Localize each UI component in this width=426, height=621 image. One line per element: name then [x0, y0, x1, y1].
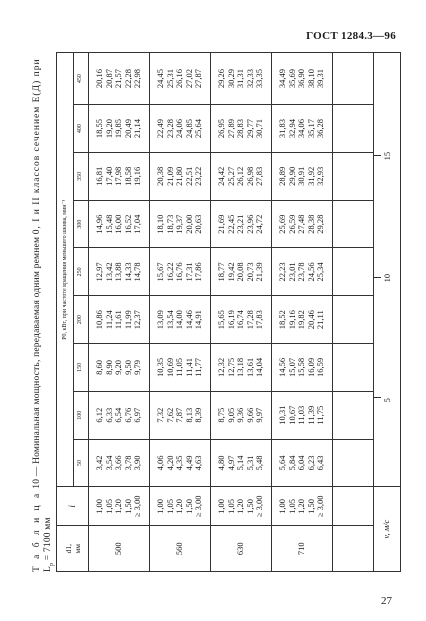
header-i: i	[57, 487, 89, 526]
blank-cell	[333, 53, 374, 105]
speed-header: 400	[74, 105, 89, 153]
d1-value: 560	[150, 526, 211, 572]
blank-cell	[333, 487, 374, 526]
velocity-axis	[374, 53, 401, 487]
table-row	[150, 53, 211, 572]
i-values: 1,00 1,05 1,20 1,50 ≥ 3,00	[150, 487, 211, 526]
page-header: ГОСТ 1284.3—96	[306, 30, 396, 42]
i-values: 1,00 1,05 1,20 1,50 ≥ 3,00	[272, 487, 333, 526]
power-values: 26,95 27,89 28,83 29,77 30,71	[211, 105, 272, 153]
blank-cell	[333, 296, 374, 344]
header-power-group: P0, кВт, при частоте вращения меньшего шкива, мин⁻¹	[57, 53, 74, 487]
caption-lp-symbol: L	[43, 565, 53, 572]
power-values: 6,12 6,33 6,54 6,76 6,97	[89, 391, 150, 439]
speed-header: 150	[74, 344, 89, 392]
power-values: 7,32 7,62 7,87 8,13 8,39	[150, 391, 211, 439]
power-values: 8,60 8,90 9,20 9,50 9,79	[89, 344, 150, 392]
power-values: 14,96 15,48 16,00 16,52 17,04	[89, 200, 150, 248]
i-values: 1,00 1,05 1,20 1,50 ≥ 3,00	[89, 487, 150, 526]
blank-cell	[333, 439, 374, 487]
power-values: 16,81 17,40 17,98 18,58 19,16	[89, 152, 150, 200]
power-values: 22,49 23,28 24,06 24,85 25,64	[150, 105, 211, 153]
caption-number: 10	[32, 478, 42, 489]
blank-cell	[333, 152, 374, 200]
tick-label: 5	[382, 398, 392, 403]
power-values: 22,23 23,01 23,78 24,56 25,34	[272, 248, 333, 296]
power-values: 12,32 12,75 13,18 13,61 14,04	[211, 344, 272, 392]
power-values: 4,80 4,97 5,14 5,31 5,48	[211, 439, 272, 487]
power-values: 10,31 10,67 11,03 11,39 11,75	[272, 391, 333, 439]
d1-value: 630	[211, 526, 272, 572]
blank-cell	[333, 344, 374, 392]
table-row	[272, 53, 333, 572]
speed-header: 450	[74, 53, 89, 105]
power-values: 13,09 13,54 14,00 14,46 14,91	[150, 296, 211, 344]
power-values: 5,64 5,84 6,04 6,23 6,43	[272, 439, 333, 487]
power-values: 18,52 19,16 19,82 20,46 21,11	[272, 296, 333, 344]
power-values: 18,10 18,73 19,37 20,00 20,63	[150, 200, 211, 248]
d1-value: 710	[272, 526, 333, 572]
power-values: 31,83 32,94 34,06 35,17 36,28	[272, 105, 333, 153]
power-values: 12,97 13,42 13,88 14,33 14,78	[89, 248, 150, 296]
caption-lp-sub: p	[48, 562, 55, 566]
power-table	[56, 52, 401, 572]
power-values: 14,56 15,07 15,58 16,09 16,59	[272, 344, 333, 392]
speed-header: 200	[74, 296, 89, 344]
power-values: 20,38 21,09 21,80 22,51 23,22	[150, 152, 211, 200]
velocity-label: v, м/с	[374, 487, 401, 572]
power-values: 21,69 22,45 23,21 23,96 24,72	[211, 200, 272, 248]
page-number: 27	[381, 595, 392, 607]
power-values: 3,42 3,54 3,66 3,78 3,90	[89, 439, 150, 487]
blank-cell	[333, 105, 374, 153]
rotated-table-block	[32, 52, 400, 572]
speed-header: 250	[74, 248, 89, 296]
power-values: 18,77 19,42 20,08 20,73 21,39	[211, 248, 272, 296]
d1-value: 500	[89, 526, 150, 572]
header-d1: d1, мм	[57, 526, 89, 572]
power-values: 25,69 26,59 27,48 28,38 29,28	[272, 200, 333, 248]
power-values: 20,16 20,87 21,57 22,28 22,98	[89, 53, 150, 105]
tick-label: 10	[382, 273, 392, 283]
caption-dash: —	[32, 466, 42, 477]
i-values: 1,00 1,05 1,20 1,50 ≥ 3,00	[211, 487, 272, 526]
speed-header: 300	[74, 200, 89, 248]
power-values: 8,75 9,05 9,36 9,66 9,97	[211, 391, 272, 439]
speed-header: 50	[74, 439, 89, 487]
power-values: 34,49 35,69 36,90 38,10 39,31	[272, 53, 333, 105]
blank-cell	[333, 200, 374, 248]
velocity-axis-row	[374, 53, 401, 572]
caption-label: Т а б л и ц а	[32, 491, 42, 572]
tick-label: 15	[382, 151, 392, 161]
caption-lp-value: = 7100 мм	[43, 517, 53, 561]
power-values: 24,42 25,27 26,12 26,98 27,83	[211, 152, 272, 200]
blank-cell	[333, 248, 374, 296]
speed-header: 100	[74, 391, 89, 439]
power-values: 10,35 10,69 11,05 11,41 11,77	[150, 344, 211, 392]
tick-line	[374, 398, 381, 399]
tick-line	[374, 156, 381, 157]
power-values: 28,89 29,90 30,91 31,92 32,93	[272, 152, 333, 200]
table-row	[89, 53, 150, 572]
speed-header: 350	[74, 152, 89, 200]
caption-text: Номинальная мощность, передаваемая одним ремнем	[32, 236, 42, 464]
power-values: 24,45 25,31 26,16 27,02 27,87	[150, 53, 211, 105]
blank-cell	[333, 391, 374, 439]
power-values: 29,26 30,29 31,31 32,33 33,35	[211, 53, 272, 105]
power-values: 4,06 4,20 4,35 4,49 4,63	[150, 439, 211, 487]
power-values: 10,86 11,24 11,61 11,99 12,37	[89, 296, 150, 344]
power-values: 15,65 16,19 16,74 17,28 17,83	[211, 296, 272, 344]
blank-row	[333, 53, 374, 572]
table-caption	[32, 52, 56, 572]
caption-classes: 0, I и II классов сечением Е(Д) при	[32, 58, 42, 235]
table-row	[211, 53, 272, 572]
power-values: 18,55 19,20 19,85 20,49 21,14	[89, 105, 150, 153]
blank-cell	[333, 526, 374, 572]
tick-line	[374, 278, 381, 279]
power-values: 15,67 16,22 16,76 17,31 17,86	[150, 248, 211, 296]
